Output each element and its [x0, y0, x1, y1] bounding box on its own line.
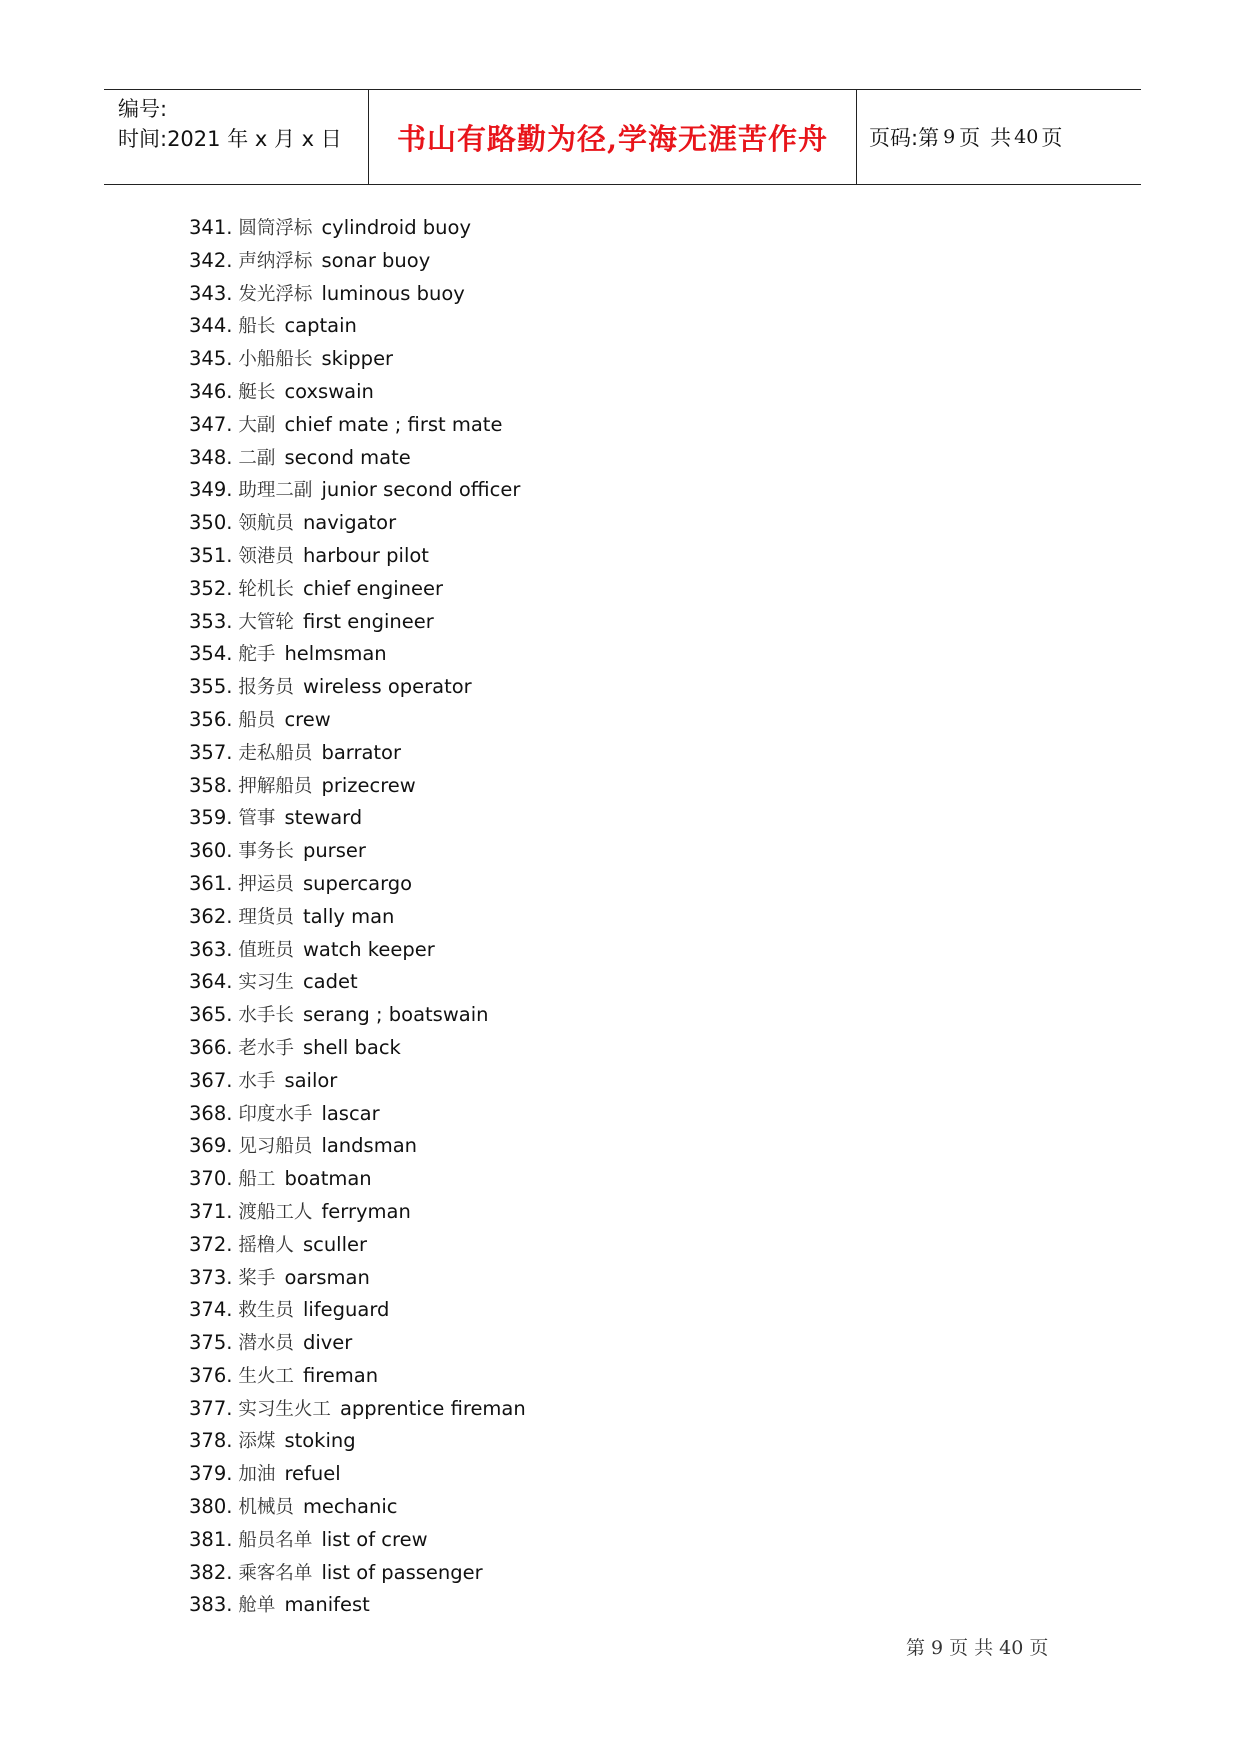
header-meta	[104, 90, 369, 184]
entry-chinese: 水手	[238, 1070, 276, 1092]
list-item	[189, 1032, 526, 1065]
entry-english: navigator	[302, 511, 397, 535]
entry-number: 368.	[189, 1101, 233, 1125]
list-item	[189, 934, 526, 967]
entry-english: list of crew	[321, 1527, 428, 1551]
entry-english: boatman	[284, 1167, 372, 1191]
header-motto: 书山有路勤为径,学海无涯苦作舟	[369, 90, 857, 184]
entry-number: 374.	[189, 1298, 233, 1322]
entry-number: 355.	[189, 675, 233, 699]
list-item	[189, 606, 526, 639]
entry-chinese: 添煤	[238, 1431, 276, 1453]
entry-number: 382.	[189, 1560, 233, 1584]
entry-number: 352.	[189, 576, 233, 600]
entry-chinese: 印度水手	[238, 1103, 313, 1125]
entry-english: stoking	[284, 1429, 356, 1453]
list-item	[189, 1196, 526, 1229]
list-item	[189, 310, 526, 343]
entry-chinese: 轮机长	[238, 578, 294, 600]
footer-page-label: 第	[906, 1637, 926, 1659]
entry-chinese: 船长	[238, 316, 276, 338]
entry-number: 378.	[189, 1429, 233, 1453]
entry-english: first engineer	[302, 609, 434, 633]
list-item	[189, 1294, 526, 1327]
entry-chinese: 舱单	[238, 1595, 276, 1617]
total-number: 40	[1014, 126, 1039, 148]
list-item	[189, 999, 526, 1032]
entry-english: sculler	[302, 1232, 368, 1256]
entry-chinese: 生火工	[238, 1365, 294, 1387]
list-item	[189, 1065, 526, 1098]
list-item	[189, 868, 526, 901]
entry-number: 370.	[189, 1167, 233, 1191]
entry-english: skipper	[321, 347, 394, 371]
entry-chinese: 老水手	[238, 1037, 294, 1059]
entry-number: 363.	[189, 937, 233, 961]
list-item	[189, 507, 526, 540]
entry-chinese: 实习生	[238, 972, 294, 994]
entry-chinese: 理货员	[238, 906, 294, 928]
entry-chinese: 声纳浮标	[238, 250, 313, 272]
entry-chinese: 船员	[238, 709, 276, 731]
total-label: 共	[990, 126, 1012, 150]
list-item	[189, 835, 526, 868]
entry-number: 343.	[189, 281, 233, 305]
entry-number: 372.	[189, 1232, 233, 1256]
list-item	[189, 573, 526, 606]
entry-number: 365.	[189, 1003, 233, 1027]
list-item	[189, 245, 526, 278]
entry-chinese: 见习船员	[238, 1136, 313, 1158]
list-item	[189, 1229, 526, 1262]
entry-number: 344.	[189, 314, 233, 338]
list-item	[189, 901, 526, 934]
entry-english: steward	[284, 806, 363, 830]
entry-english: cylindroid buoy	[321, 216, 471, 239]
entry-english: list of passenger	[321, 1560, 483, 1584]
entry-english: prizecrew	[321, 773, 416, 797]
entry-number: 367.	[189, 1068, 233, 1092]
entry-number: 353.	[189, 609, 233, 633]
entry-english: serang ; boatswain	[302, 1003, 489, 1027]
entry-english: diver	[302, 1331, 353, 1355]
entry-chinese: 事务长	[238, 841, 294, 863]
entry-english: chief mate ; first mate	[284, 412, 503, 436]
footer-total-number: 40	[999, 1637, 1024, 1659]
entry-chinese: 押解船员	[238, 775, 313, 797]
entry-english: purser	[302, 839, 366, 863]
entry-number: 351.	[189, 543, 233, 567]
entry-number: 376.	[189, 1363, 233, 1387]
list-item	[189, 1098, 526, 1131]
entry-number: 359.	[189, 806, 233, 830]
entry-english: manifest	[284, 1593, 370, 1617]
list-item	[189, 966, 526, 999]
entry-chinese: 领航员	[238, 513, 294, 535]
entry-english: mechanic	[302, 1495, 398, 1519]
entry-english: crew	[284, 707, 331, 731]
entry-chinese: 押运员	[238, 873, 294, 895]
entry-number: 377.	[189, 1396, 233, 1420]
entry-english: fireman	[302, 1363, 379, 1387]
entry-english: harbour pilot	[302, 543, 429, 567]
entry-number: 356.	[189, 707, 233, 731]
footer-page-number: 9	[931, 1637, 944, 1659]
list-item	[189, 1262, 526, 1295]
list-item	[189, 1327, 526, 1360]
entry-english: barrator	[321, 740, 401, 764]
page-header	[104, 89, 1141, 185]
entry-chinese: 助理二副	[238, 480, 313, 502]
code-label: 编号:	[118, 97, 168, 121]
entry-number: 373.	[189, 1265, 233, 1289]
entry-english: cadet	[302, 970, 358, 994]
entry-chinese: 舵手	[238, 644, 276, 666]
entry-chinese: 发光浮标	[238, 283, 313, 305]
footer-total-unit: 页	[1029, 1637, 1049, 1659]
header-page-info	[857, 90, 1141, 184]
entry-english: chief engineer	[302, 576, 444, 600]
entry-english: sailor	[284, 1068, 338, 1092]
entry-number: 342.	[189, 248, 233, 272]
footer-page-unit: 页	[949, 1637, 969, 1659]
entry-number: 361.	[189, 871, 233, 895]
entry-number: 341.	[189, 216, 233, 239]
entry-chinese: 船员名单	[238, 1529, 313, 1551]
entry-english: captain	[284, 314, 357, 338]
entry-chinese: 领港员	[238, 545, 294, 567]
entry-chinese: 桨手	[238, 1267, 276, 1289]
entry-english: ferryman	[321, 1199, 411, 1223]
entry-english: coxswain	[284, 379, 374, 403]
time-label: 时间:2021 年 x 月 x 日	[118, 127, 342, 151]
list-item	[189, 1393, 526, 1426]
list-item	[189, 376, 526, 409]
entry-chinese: 加油	[238, 1464, 276, 1486]
page-label: 页码:第	[869, 126, 940, 150]
entry-chinese: 艇长	[238, 381, 276, 403]
entry-chinese: 大副	[238, 414, 276, 436]
entry-number: 381.	[189, 1527, 233, 1551]
list-item	[189, 737, 526, 770]
list-item	[189, 802, 526, 835]
entry-english: oarsman	[284, 1265, 370, 1289]
entry-english: supercargo	[302, 871, 413, 895]
entry-english: watch keeper	[302, 937, 435, 961]
entry-number: 379.	[189, 1462, 233, 1486]
entry-chinese: 救生员	[238, 1300, 294, 1322]
entry-number: 354.	[189, 642, 233, 666]
entry-english: wireless operator	[302, 675, 472, 699]
list-item	[189, 409, 526, 442]
entry-chinese: 潜水员	[238, 1333, 294, 1355]
entry-chinese: 机械员	[238, 1497, 294, 1519]
page-number: 9	[943, 126, 956, 148]
entry-english: shell back	[302, 1035, 401, 1059]
entry-english: tally man	[302, 904, 395, 928]
entry-english: lifeguard	[302, 1298, 390, 1322]
list-item	[189, 540, 526, 573]
entry-number: 350.	[189, 511, 233, 535]
entry-chinese: 管事	[238, 808, 276, 830]
entry-number: 366.	[189, 1035, 233, 1059]
entry-number: 358.	[189, 773, 233, 797]
entry-chinese: 渡船工人	[238, 1201, 313, 1223]
entry-english: helmsman	[284, 642, 387, 666]
entry-chinese: 大管轮	[238, 611, 294, 633]
entry-chinese: 小船船长	[238, 349, 313, 371]
list-item	[189, 1491, 526, 1524]
list-item	[189, 1360, 526, 1393]
vocabulary-list	[189, 212, 526, 1622]
list-item	[189, 638, 526, 671]
entry-english: luminous buoy	[321, 281, 465, 305]
list-item	[189, 1458, 526, 1491]
entry-english: junior second officer	[321, 478, 521, 502]
entry-chinese: 实习生火工	[238, 1398, 331, 1420]
entry-number: 371.	[189, 1199, 233, 1223]
entry-number: 383.	[189, 1593, 233, 1617]
entry-english: second mate	[284, 445, 411, 469]
list-item	[189, 343, 526, 376]
list-item	[189, 278, 526, 311]
page-unit: 页	[959, 126, 981, 150]
entry-chinese: 圆筒浮标	[238, 218, 313, 239]
list-item	[189, 770, 526, 803]
entry-english: apprentice fireman	[339, 1396, 526, 1420]
entry-number: 349.	[189, 478, 233, 502]
list-item	[189, 1163, 526, 1196]
list-item	[189, 1524, 526, 1557]
entry-chinese: 报务员	[238, 677, 294, 699]
entry-english: landsman	[321, 1134, 418, 1158]
entry-chinese: 值班员	[238, 939, 294, 961]
entry-chinese: 摇橹人	[238, 1234, 294, 1256]
entry-number: 380.	[189, 1495, 233, 1519]
entry-number: 345.	[189, 347, 233, 371]
entry-number: 362.	[189, 904, 233, 928]
entry-chinese: 水手长	[238, 1005, 294, 1027]
list-item	[189, 671, 526, 704]
list-item	[189, 704, 526, 737]
page-footer	[906, 1633, 1054, 1660]
list-item	[189, 1557, 526, 1590]
list-item	[189, 474, 526, 507]
entry-number: 360.	[189, 839, 233, 863]
list-item	[189, 212, 526, 245]
entry-english: lascar	[321, 1101, 380, 1125]
entry-number: 346.	[189, 379, 233, 403]
entry-number: 364.	[189, 970, 233, 994]
entry-english: refuel	[284, 1462, 341, 1486]
entry-number: 357.	[189, 740, 233, 764]
entry-english: sonar buoy	[321, 248, 431, 272]
entry-number: 369.	[189, 1134, 233, 1158]
entry-chinese: 船工	[238, 1169, 276, 1191]
entry-number: 348.	[189, 445, 233, 469]
list-item	[189, 442, 526, 475]
list-item	[189, 1130, 526, 1163]
entry-number: 375.	[189, 1331, 233, 1355]
entry-chinese: 二副	[238, 447, 276, 469]
list-item	[189, 1425, 526, 1458]
entry-chinese: 乘客名单	[238, 1562, 313, 1584]
entry-number: 347.	[189, 412, 233, 436]
entry-chinese: 走私船员	[238, 742, 313, 764]
list-item	[189, 1589, 526, 1622]
footer-total-label: 共	[974, 1637, 994, 1659]
total-unit: 页	[1041, 126, 1063, 150]
